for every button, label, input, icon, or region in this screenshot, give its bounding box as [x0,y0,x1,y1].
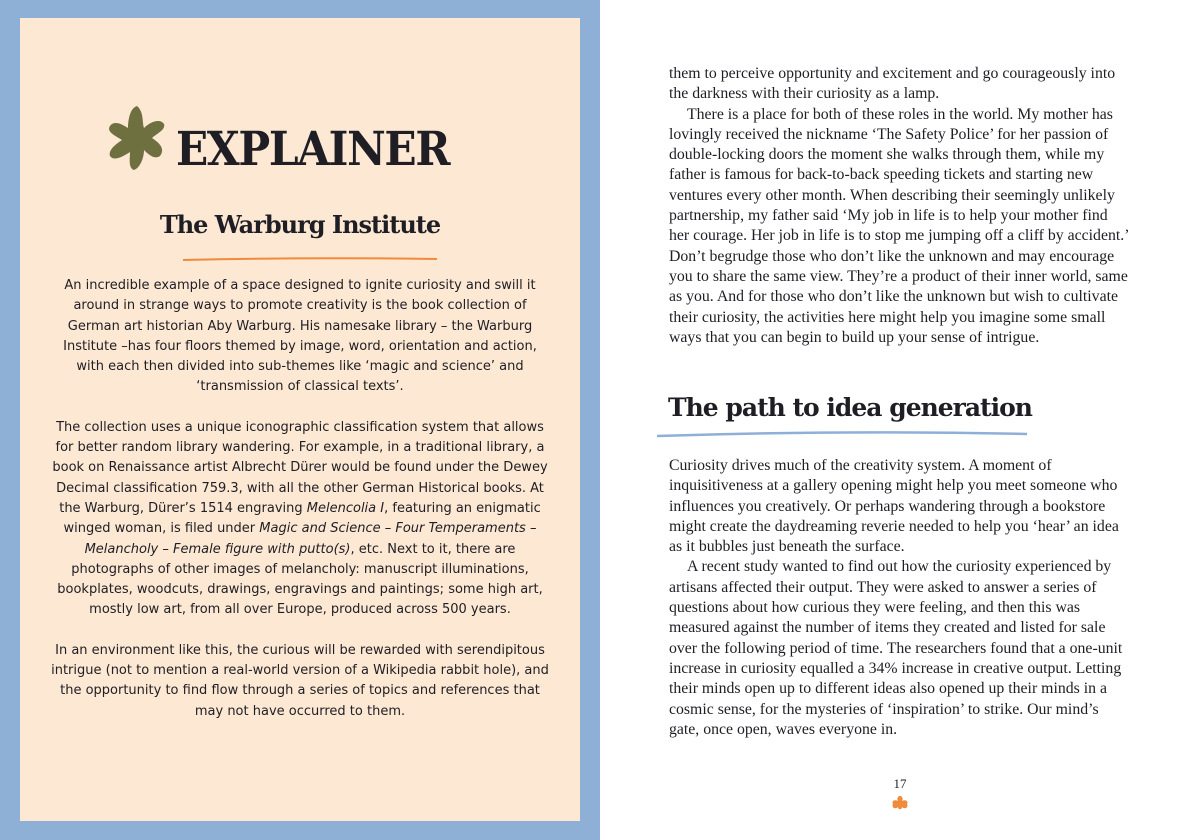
star-burst-icon [104,104,168,178]
explainer-paragraph: The collection uses a unique iconographic classification system that allows for better random library wandering. For example, in a traditional library, a book on Renaissance artist Albrecht Dürer would be found under the Dewey Decimal classification 759.3, with all the other German Historical books. At the Warburg, Dürer’s 1514 engraving Melencolia I, featuring an enigmatic winged woman, is filed under Magic and Science – Four Temperaments – Melancholy – Female figure with putto(s), etc. Next to it, there are photographs of other images of melancholy: manuscript illuminations, bookplates, woodcuts, drawings, engravings and paintings; some high art, mostly low art, from all over Europe, produced across 500 years. [52,419,548,618]
right-page-bottom-text [669,456,1131,740]
flower-icon [890,795,910,811]
explainer-paragraph: In an environment like this, the curious will be rewarded with serendipitous intrigue (not to mention a real-world version of a Wikipedia rabbit hole), and the opportunity to find flow through a series of topics and references that may not have occurred to them. [51,642,549,719]
heading-underline [656,430,1028,438]
body-paragraph: Curiosity drives much of the creativity system. A moment of inquisitiveness at a gallery opening might help you meet someone who influences you creatively. Or perhaps wandering through a bookstore might create the daydreaming reverie needed to help you ‘hear’ an idea as it bubbles just beneath the surface. [669,457,1119,556]
artwork-title: Melencolia I [306,500,385,516]
explainer-body [50,276,550,742]
classification-path: Magic and Science – Four Temperaments – Melancholy – Female figure with putto(s) [84,521,537,557]
page-number: 17 [893,776,907,791]
box-subtitle: The Warburg Institute [159,210,441,239]
right-page-top-text [669,64,1131,348]
body-paragraph: There is a place for both of these roles in the world. My mother has lovingly received the nickname ‘The Safety Police’ for her passion of double-locking doors the moment she walks through them, while my father is famous for back-to-back speeding tickets and starting new ventures every other month. When describing their seemingly unlikely partnership, my father said ‘My job in life is to help your mother find her courage. Her job in life is to stop me jumping off a cliff by accident.’ Don’t begrudge those who don’t like the unknown and may encourage you to share the same view. They’re a product of their inner world, same as you. And for those who don’t like the unknown but wish to cultivate their curiosity, the activities here might help you imagine some small ways that you can begin to build up your sense of intrigue. [669,105,1129,346]
explainer-label: EXPLAINER [176,122,450,177]
body-paragraph: A recent study wanted to find out how the curiosity experienced by artisans affected their output. They were asked to answer a series of questions about how curious they were feeling, and then this was measured against the number of items they created and listed for sale over the following period of time. The researchers found that a one-unit increase in curiosity equalled a 34% increase in creative output. Letting their minds open up to different ideas also opened up their minds in a cosmic sense, for the mysteries of ‘inspiration’ to strike. Our mind’s gate, once open, waves everyone in. [669,558,1123,738]
body-paragraph: them to perceive opportunity and excitement and go courageously into the darkness with their curiosity as a lamp. [669,65,1116,103]
section-heading: The path to idea generation [668,393,1032,422]
subtitle-underline [182,256,438,262]
explainer-panel [20,18,580,821]
explainer-paragraph: An incredible example of a space designed to ignite curiosity and swill it around in strange ways to promote creativity is the book collection of German art historian Aby Warburg. His namesake library – the Warburg Institute –has four floors themed by image, word, orientation and action, with each then divided into sub-themes like ‘magic and science’ and ‘transmission of classical texts’. [63,278,537,395]
